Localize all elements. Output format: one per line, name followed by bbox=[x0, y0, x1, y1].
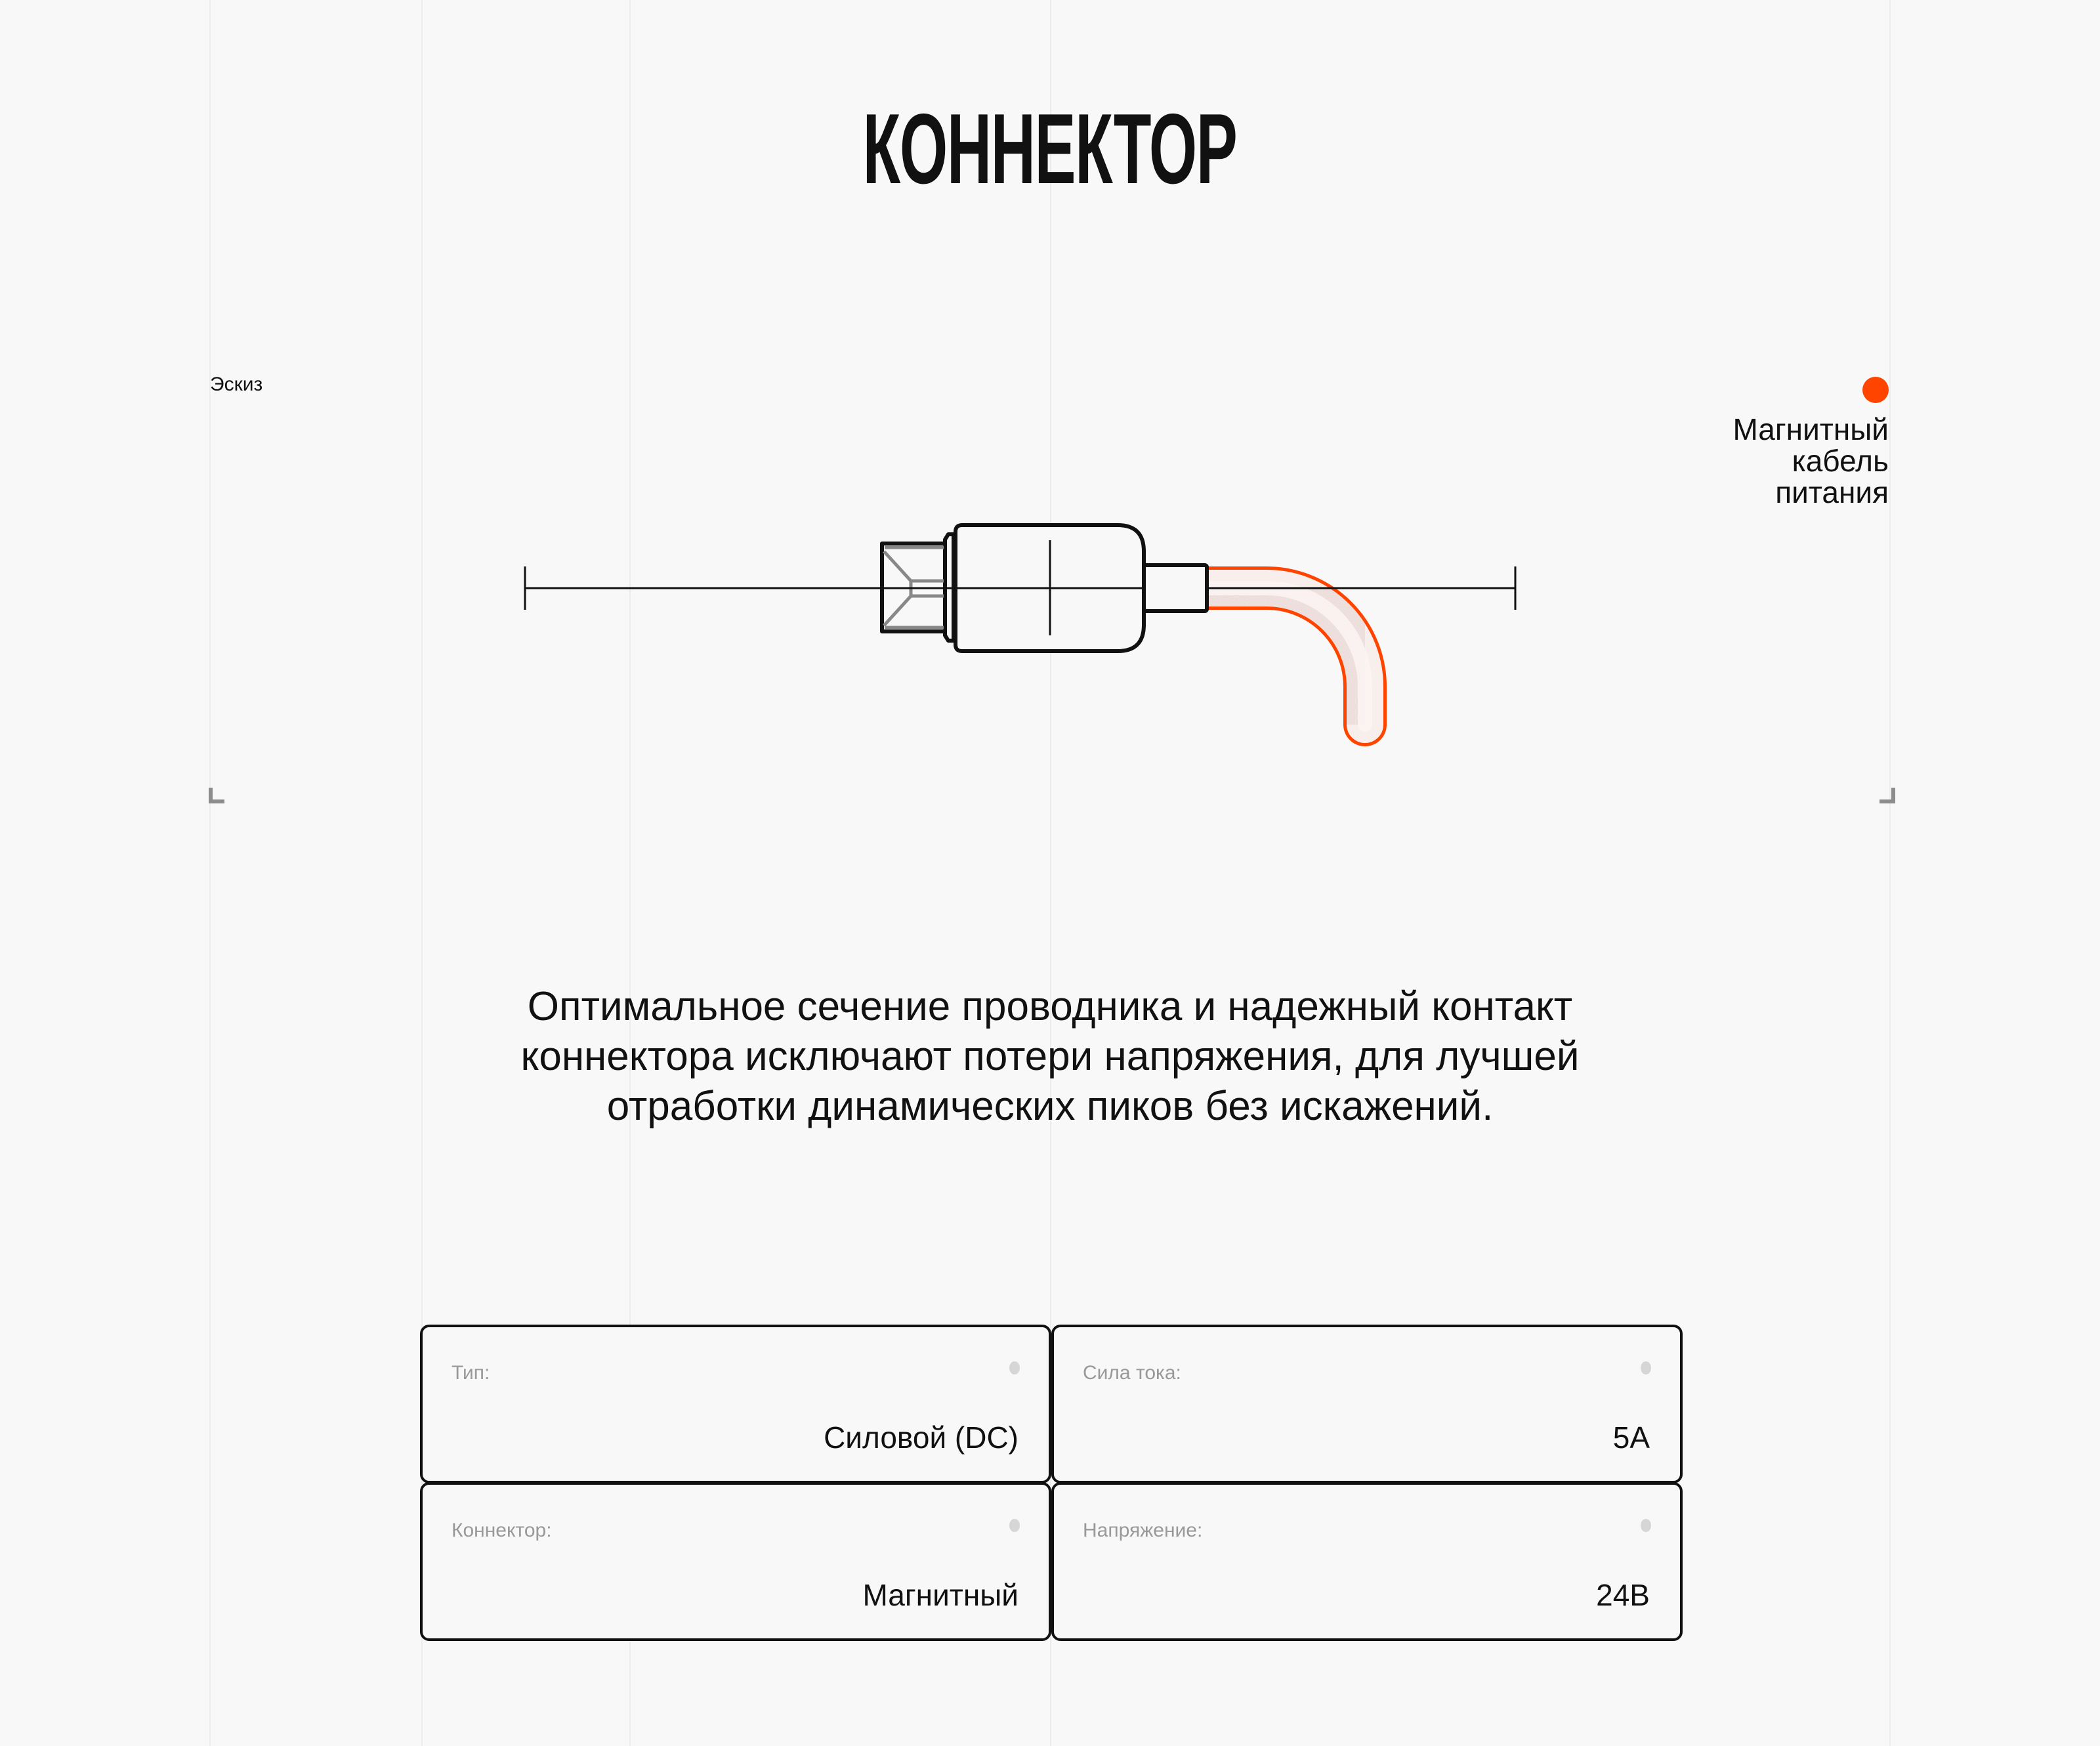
callout-line: Магнитный bbox=[1732, 412, 1889, 446]
description-line: отработки динамических пиков без искажений. bbox=[606, 1084, 1494, 1129]
status-dot-icon bbox=[1641, 1519, 1651, 1532]
spec-label: Тип: bbox=[452, 1362, 490, 1384]
connector-sketch bbox=[0, 0, 2100, 853]
sketch-label: Эскиз bbox=[210, 373, 263, 395]
page-title-text: КОННЕКТОР bbox=[863, 93, 1237, 205]
callout-line: питания bbox=[1775, 475, 1889, 509]
description-line: коннектора исключают потери напряжения, для лучшей bbox=[520, 1034, 1580, 1079]
status-dot-icon bbox=[1009, 1361, 1020, 1374]
spec-value: Магнитный bbox=[862, 1578, 1018, 1612]
spec-value: 24В bbox=[1596, 1578, 1650, 1612]
frame-corner-left bbox=[209, 788, 224, 803]
status-dot-icon bbox=[1009, 1519, 1020, 1532]
spec-value: 5А bbox=[1612, 1420, 1650, 1455]
spec-card-voltage bbox=[1051, 1482, 1683, 1641]
cable-icon bbox=[1208, 588, 1515, 725]
spec-value: Силовой (DC) bbox=[824, 1420, 1018, 1455]
spec-card-current bbox=[1051, 1325, 1683, 1483]
description-line: Оптимальное сечение проводника и надежный контакт bbox=[527, 984, 1573, 1029]
spec-card-type bbox=[420, 1325, 1051, 1483]
status-dot-icon bbox=[1641, 1361, 1651, 1374]
frame-corner-right bbox=[1880, 788, 1895, 803]
spec-label: Напряжение: bbox=[1083, 1520, 1203, 1541]
spec-card-connector bbox=[420, 1482, 1051, 1641]
spec-label: Сила тока: bbox=[1083, 1362, 1181, 1384]
callout-line: кабель bbox=[1792, 444, 1889, 478]
description-paragraph bbox=[394, 982, 1706, 1132]
specs-grid bbox=[420, 1325, 1683, 1642]
spec-label: Коннектор: bbox=[452, 1520, 552, 1541]
